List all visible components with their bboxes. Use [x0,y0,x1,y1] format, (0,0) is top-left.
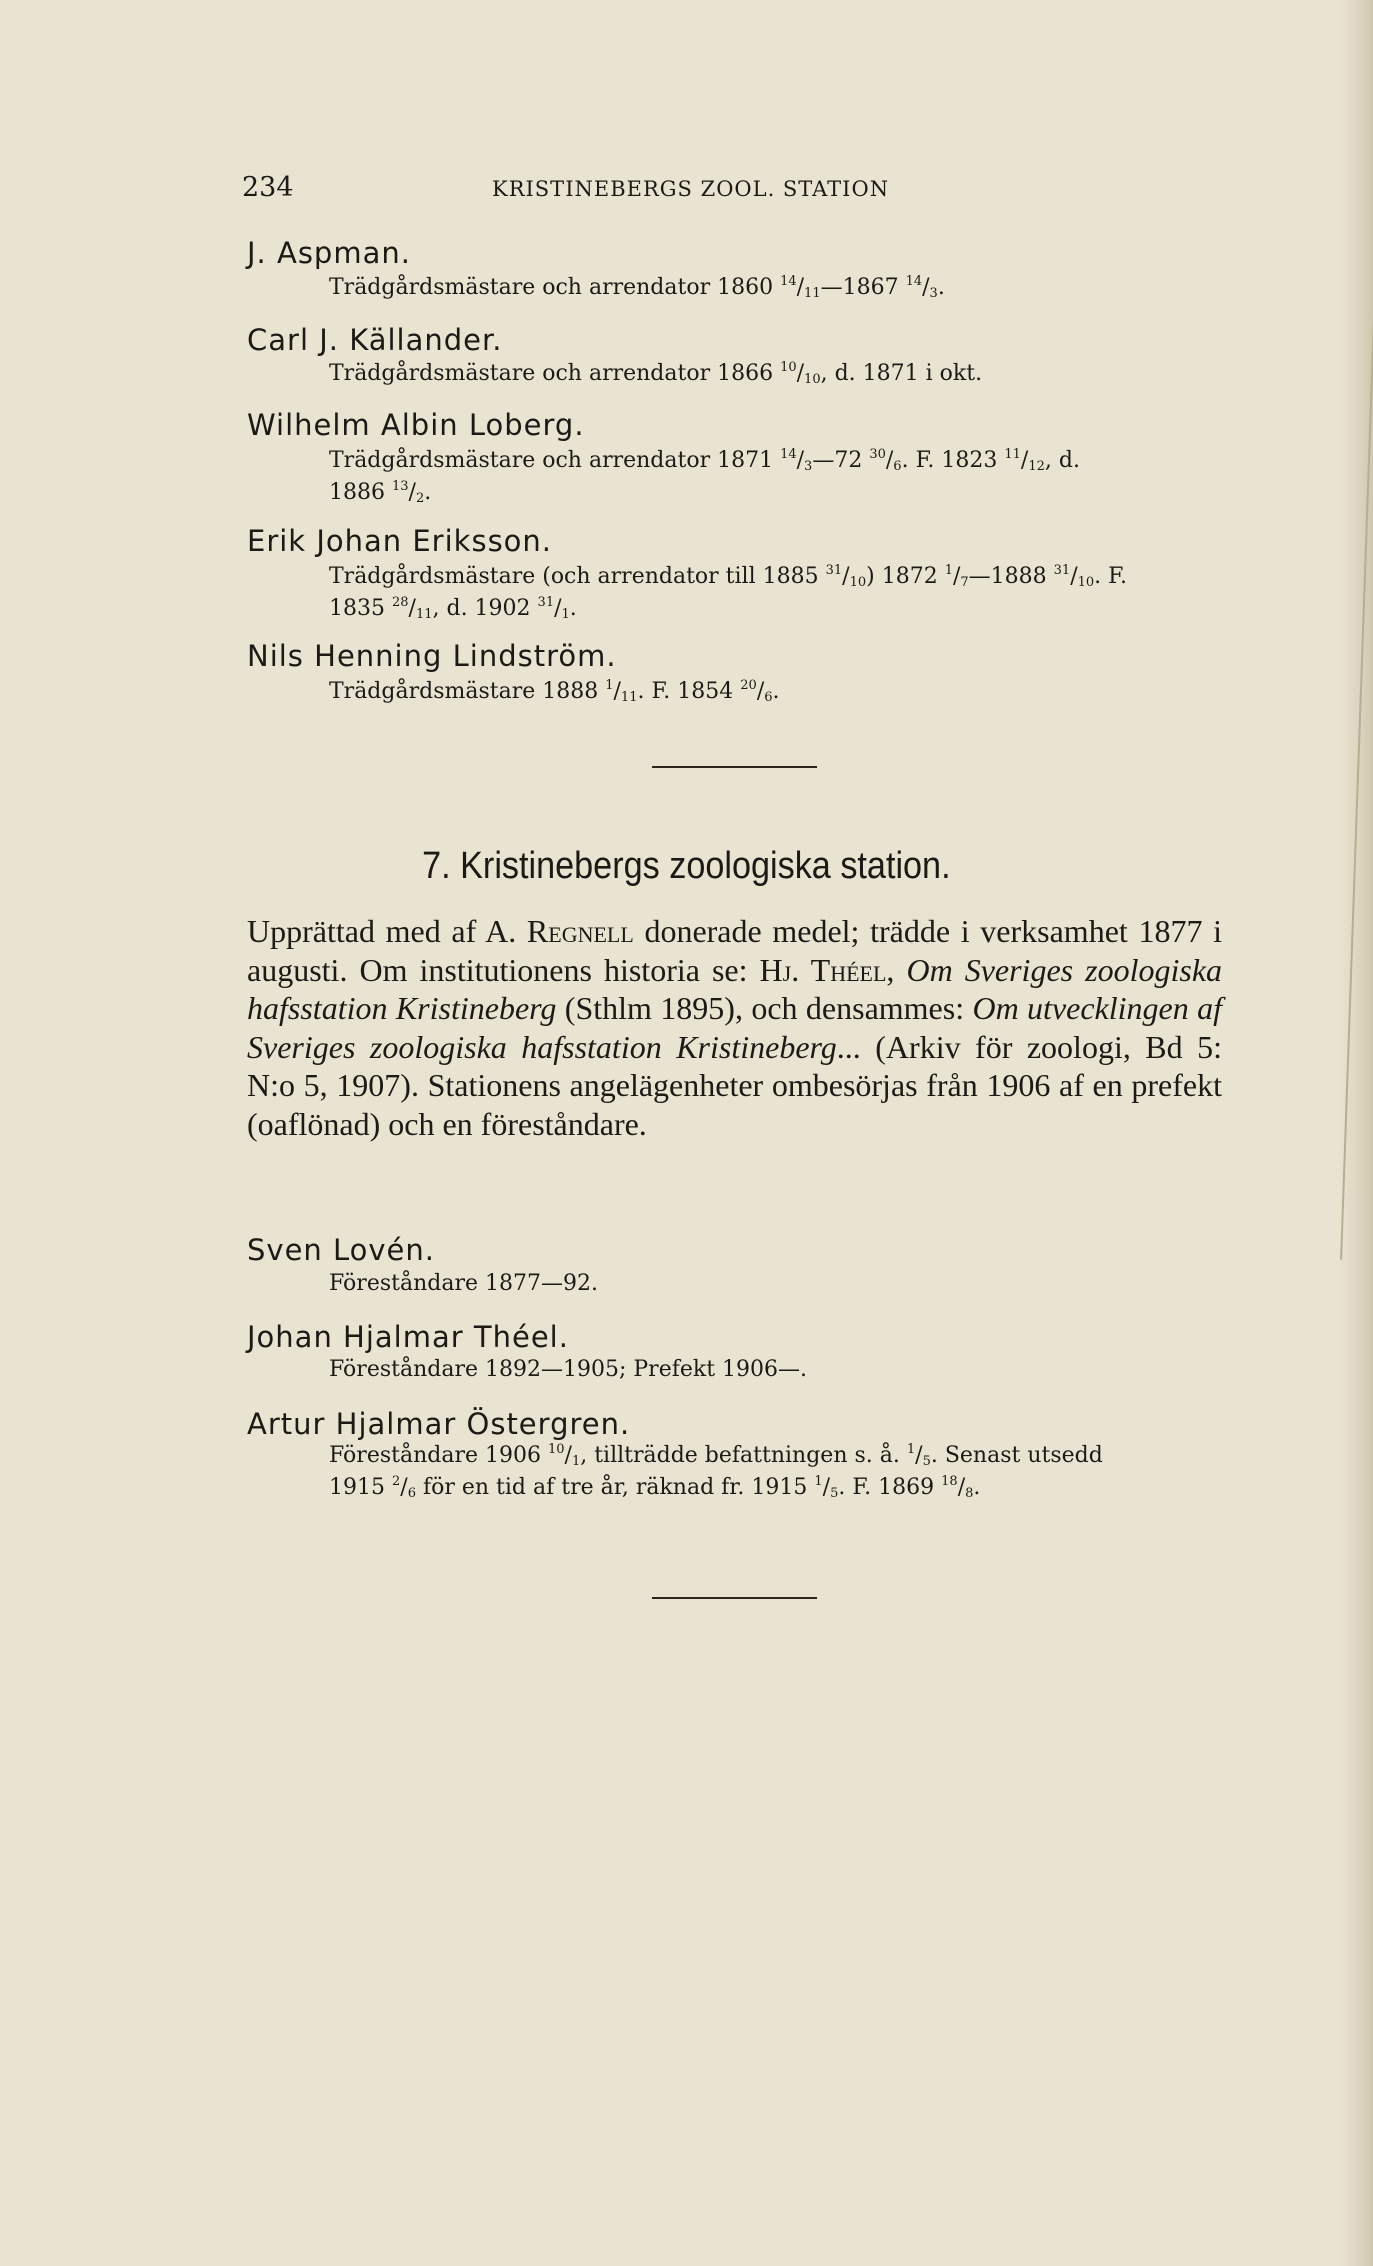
work-title: Om utvecklingen af Sveriges zoologiska hafsstation Kristineberg [247,990,1223,1065]
page-edge [1339,0,1373,2266]
person-detail: Föreståndare 1906 $^{10}/_1$, tillträdde befattningen s. å. $^1/_5$. Senast utsedd 1915 $^2/_6$ för en tid af tre år, räknad fr. 1915 $^1/_5$. F. 1869 $^{18}/_8$. [329,1442,1103,1501]
end-divider [652,1597,817,1599]
section-divider [652,766,817,768]
work-title: Om Sveriges zoologiska hafsstation Kristineberg [247,951,1223,1027]
person-detail: Trädgårdsmästare och arrendator 1860 $^{14}/_{11}—1867$ $^{14}/_3$. [329,274,945,301]
person-detail: Trädgårdsmästare 1888 $^1/_{11}$. F. 1854 $^{20}/_6$. [329,678,780,705]
person-name: J. Aspman. [247,236,411,270]
person-detail: Föreståndare 1892—1905; Prefekt 1906—. [329,1357,808,1382]
person-name: Sven Lovén. [247,1233,436,1267]
page-header [242,172,1222,212]
author-theel: Hj. Théel [759,951,887,988]
page-number: 234 [242,172,294,203]
person-detail: Föreståndare 1877—92. [329,1271,598,1296]
person-name: Wilhelm Albin Loberg. [247,408,585,442]
author-regnell: Regnell [526,913,634,949]
running-title: KRISTINEBERGS ZOOL. STATION [492,177,890,201]
person-name: Artur Hjalmar Östergren. [247,1407,631,1441]
page-edge-line [1340,60,1373,1259]
person-name: Johan Hjalmar Théel. [247,1320,569,1354]
person-detail: Trädgårdsmästare och arrendator 1866 $^{10}/_{10}$, d. 1871 i okt. [329,360,983,387]
person-detail: Trädgårdsmästare (och arrendator till 1885 $^{31}/_{10}$) 1872 $^1/_7—1888$ $^{31}/_{10}$. F. 1835 $^{28}/_{11}$, d. 1902 $^{31}/_1$. [329,563,1127,622]
person-name: Nils Henning Lindström. [247,639,617,673]
person-name: Erik Johan Eriksson. [247,524,553,558]
person-name: Carl J. Källander. [247,323,503,357]
person-detail: Trädgårdsmästare och arrendator 1871 $^{14}/_3—72$ $^{30}/_6$. F. 1823 $^{11}/_{12}$, d. 1886 $^{13}/_2$. [329,447,1080,506]
section-title: 7. Kristinebergs zoologiska station. [422,845,951,887]
section-body: Upprättad med af A. Regnell donerade medel; trädde i verksamhet 1877 i augusti. Om institutionens historia se: Hj. Théel, Om Sveriges zoologiska hafsstation Kristineberg (Sthlm 1895), och densammes: Om utvecklingen af Sveriges zoologiska hafsstation Kristineberg... (Arkiv för zoologi, Bd 5: N:o 5, 1907). Stationens angelägenheter ombesörjas från 1906 af en prefekt (oaflönad) och en föreståndare. [247,913,1223,1142]
